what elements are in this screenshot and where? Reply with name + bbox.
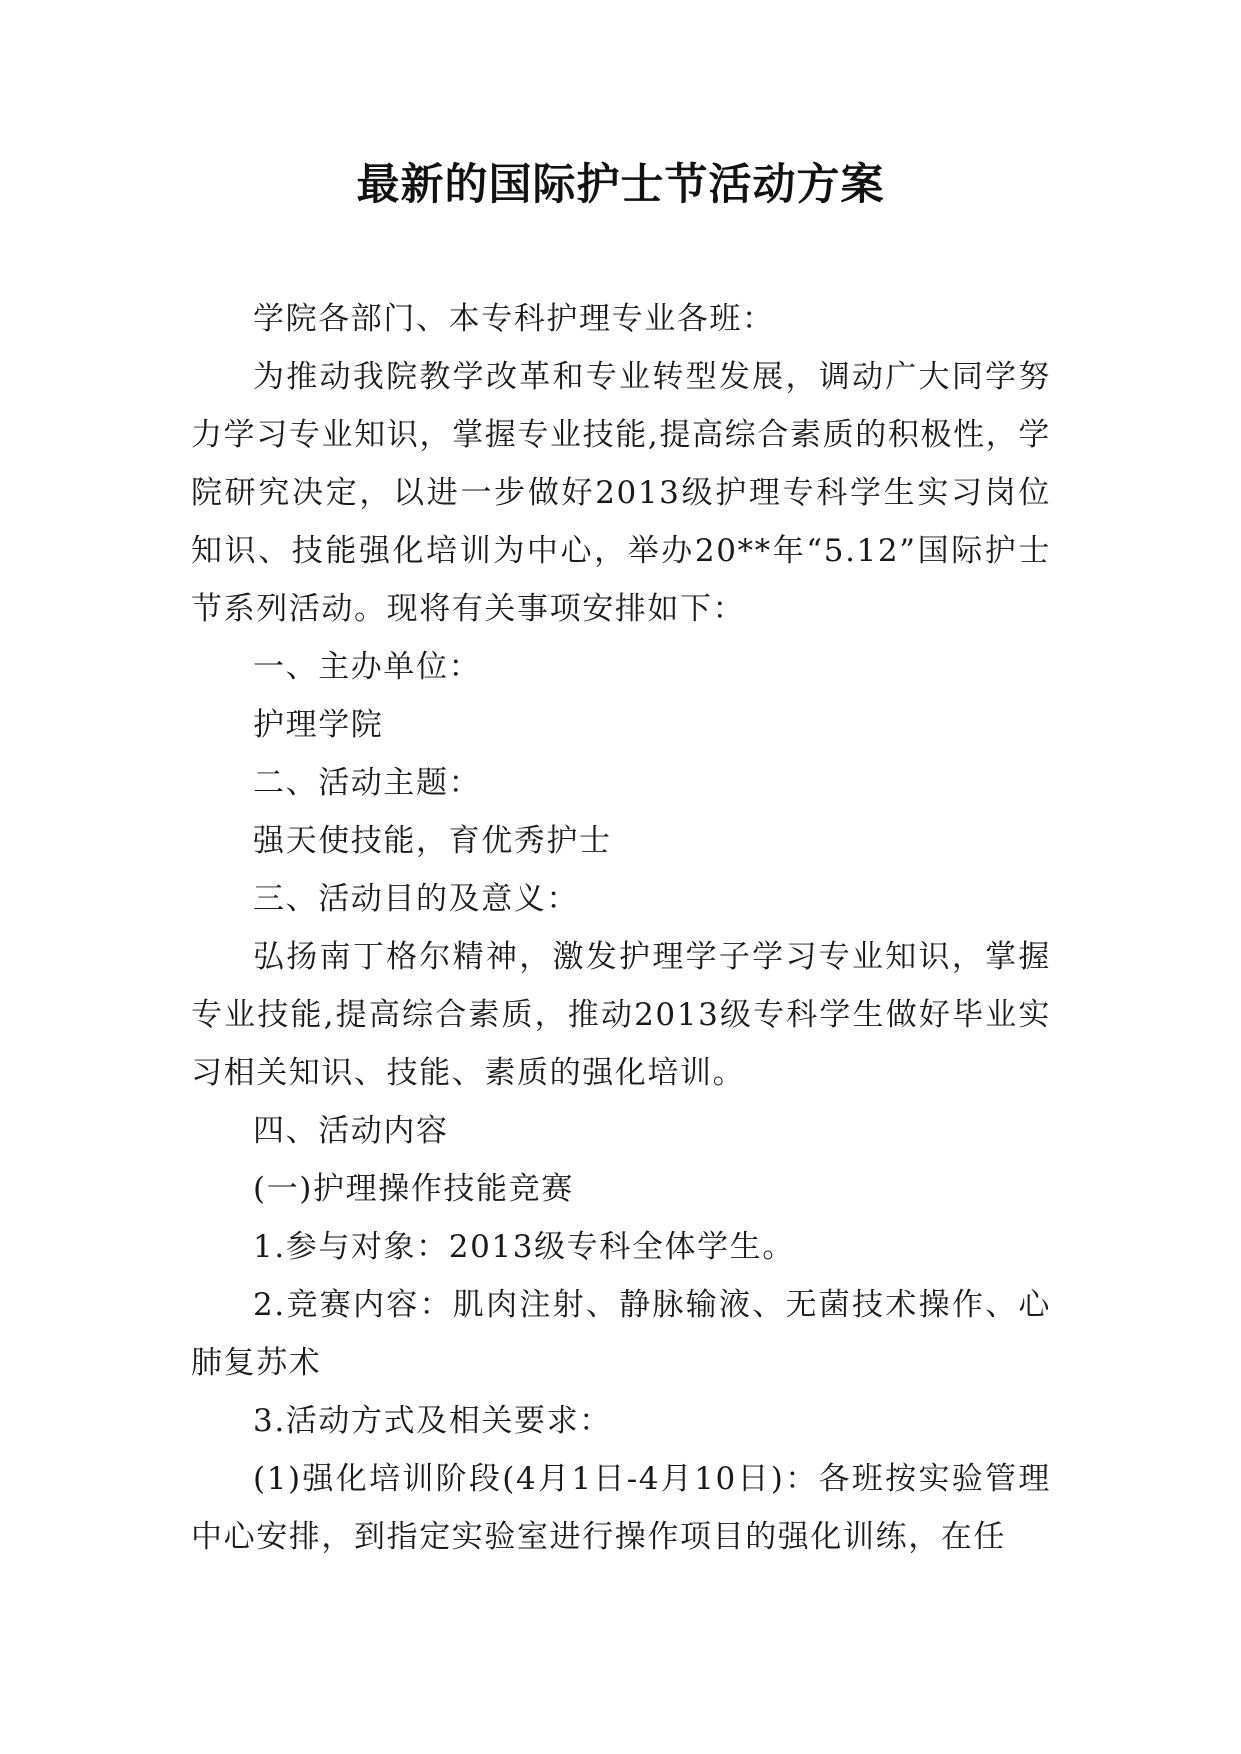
list-item-competition-content: 2.竞赛内容：肌肉注射、静脉输液、无菌技术操作、心肺复苏术 [191,1287,1051,1381]
salutation: 学院各部门、本专科护理专业各班： [253,301,775,337]
purpose-text: 弘扬南丁格尔精神，激发护理学子学习专业知识，掌握专业技能,提高综合素质，推动2013级专科学生做好毕业实习相关知识、技能、素质的强化培训。 [191,939,1051,1091]
list-item-training-stage: (1)强化培训阶段(4月1日-4月10日)：各班按实验管理中心安排，到指定实验室进行操作项目的强化训练，在任 [191,1461,1051,1555]
document-body [191,290,1051,1566]
section-heading-content: 四、活动内容 [253,1113,449,1149]
theme-text: 强天使技能，育优秀护士 [253,823,612,859]
section-heading-purpose: 三、活动目的及意义： [253,881,579,917]
list-item-requirements: 3.活动方式及相关要求： [253,1403,612,1439]
list-item-participants: 1.参与对象：2013级专科全体学生。 [253,1229,795,1265]
document-title: 最新的国际护士节活动方案 [356,160,885,210]
section-heading-organizer: 一、主办单位： [253,649,482,685]
subsection-heading-competition: (一)护理操作技能竞赛 [253,1171,574,1207]
organizer-text: 护理学院 [253,707,384,743]
intro-paragraph: 为推动我院教学改革和专业转型发展，调动广大同学努力学习专业知识，掌握专业技能,提高综合素质的积极性，学院研究决定，以进一步做好2013级护理专科学生实习岗位知识、技能强化培训为中心，举办20**年“5.12”国际护士节系列活动。现将有关事项安排如下： [191,359,1051,627]
section-heading-theme: 二、活动主题： [253,765,482,801]
